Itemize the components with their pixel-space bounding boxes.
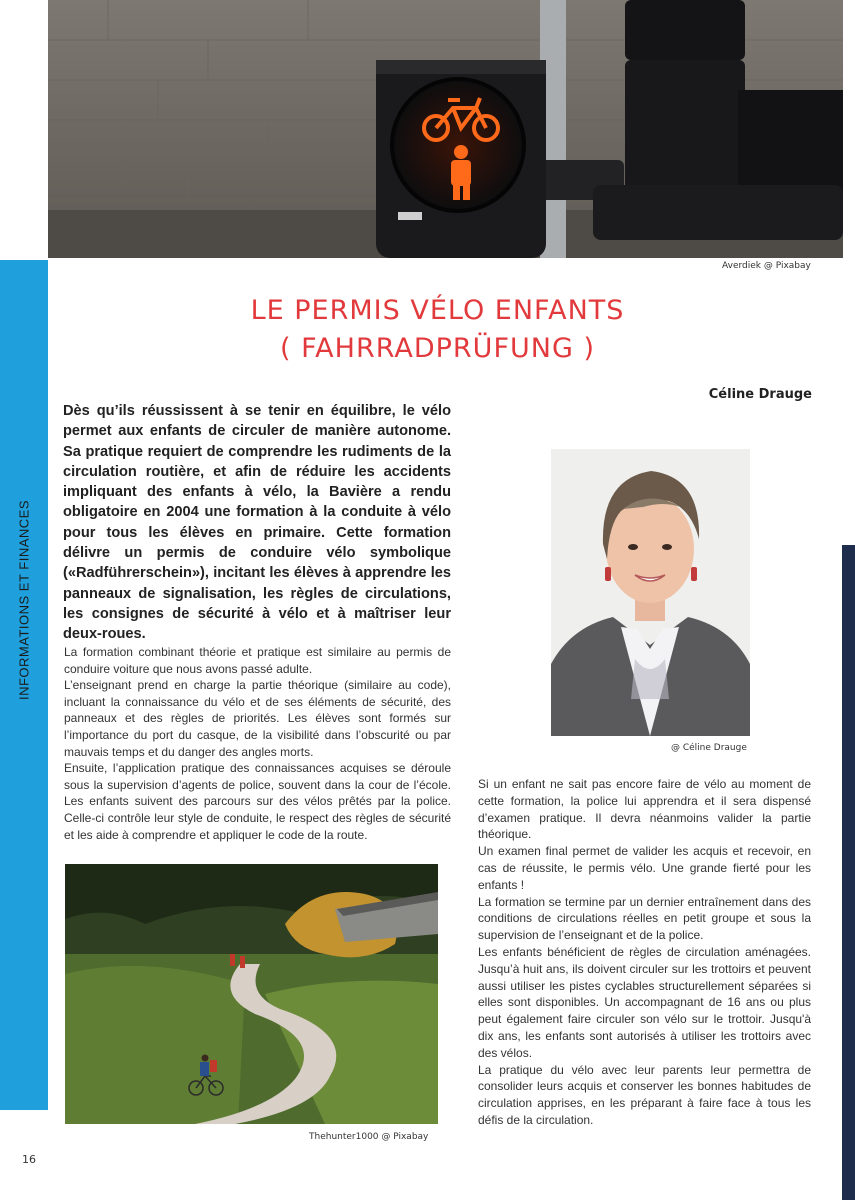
author-name: Céline Drauge [708,387,812,402]
body-paragraph: Si un enfant ne sait pas encore faire de vélo au moment de cette formation, la police lui apprendra et il sera dispensé d’examen pratique. Il devra néanmoins valider la partie théorique. [478,777,811,842]
page-number: 16 [22,1153,36,1166]
article-title-line2: ( FAHRRADPRÜFUNG ) [280,333,595,364]
portrait-caption: @ Céline Drauge [671,743,747,753]
hero-image [48,0,843,258]
body-paragraph: Ensuite, l’application pratique des connaissances acquises se déroule sous la supervision d’agents de police, souvent dans la cour de l’école. Les enfants suivent des parcours sur des vélos prêtés par la police. Celle-ci contrôle leur style de conduite, le respect des règles de sécurité et les aide à comprendre et appliquer le code de la route. [64,761,451,842]
intro-paragraph: Dès qu’ils réussissent à se tenir en équilibre, le vélo permet aux enfants de circuler de manière autonome. Sa pratique requiert de comprendre les rudiments de la circulation routière, et afin de réduire les accidents impliquant des enfants à vélo, la Bavière a rendu obligatoire en 2004 une formation à la conduite à vélo pour tous les élèves en primaire. Cette formation délivre un permis de conduire vélo symbolique («Radführerschein»), incitant les élèves à apprendre les panneaux de signalisation, les règles de circulations, les consignes de sécurité à vélo et à maîtriser leur deux-roues. [63,403,451,643]
author-portrait [551,449,750,736]
article-title-line1: LE PERMIS VÉLO ENFANTS [250,295,625,326]
traffic-light-photo [48,0,843,258]
body-column-left [64,644,451,843]
body-paragraph: La pratique du vélo avec leur parents leur permettra de consolider leurs acquis et conserver les bonnes habitudes de circulation apprises, en les préparant à faire face à tous les défis de la circulation. [478,1062,811,1127]
body-paragraph: La formation combinant théorie et pratique est similaire au permis de conduire voiture que nous avons passé adulte. [64,645,451,676]
country-road-photo [65,864,438,1124]
article-title [200,292,675,368]
portrait-photo [551,449,750,736]
sidebar-white-top [0,0,48,260]
landscape-caption: Thehunter1000 @ Pixabay [309,1132,429,1142]
section-label: INFORMATIONS ET FINANCES [16,499,32,701]
body-paragraph: Un examen final permet de valider les acquis et recevoir, en cas de réussite, le permis vélo. Une grande fierté pour les enfants ! [478,844,811,892]
body-paragraph: La formation se termine par un dernier entraînement dans des conditions de circulations réelles en petit groupe et sous la supervision de l’enseignant et de la police. [478,894,811,943]
body-paragraph: L’enseignant prend en charge la partie théorique (similaire au code), incluant la connaissance du vélo et de ses éléments de sécurité, des panneaux et des règles de priorités. Les élèves sont formés sur l’importance du port du casque, de la visibilité dans l’obscurité ou par mauvais temps et du danger des angles morts. [64,678,451,759]
sidebar [0,0,48,1200]
landscape-image [65,864,438,1124]
hero-caption: Averdiek @ Pixabay [722,261,811,271]
right-edge-tab [842,545,855,1200]
body-paragraph: Les enfants bénéficient de règles de circulation aménagées. Jusqu’à huit ans, ils doivent circuler sur les trottoirs et peuvent aussi utiliser les pistes cyclables structurellement séparées si elles sont disponibles. Un accompagnant de 16 ans ou plus peut également faire circuler son vélo sur le trottoir. Jusqu'à dix ans, les enfants sont autorisés à utiliser les trottoirs avec des vélos. [478,944,811,1060]
body-column-right [478,776,811,1129]
